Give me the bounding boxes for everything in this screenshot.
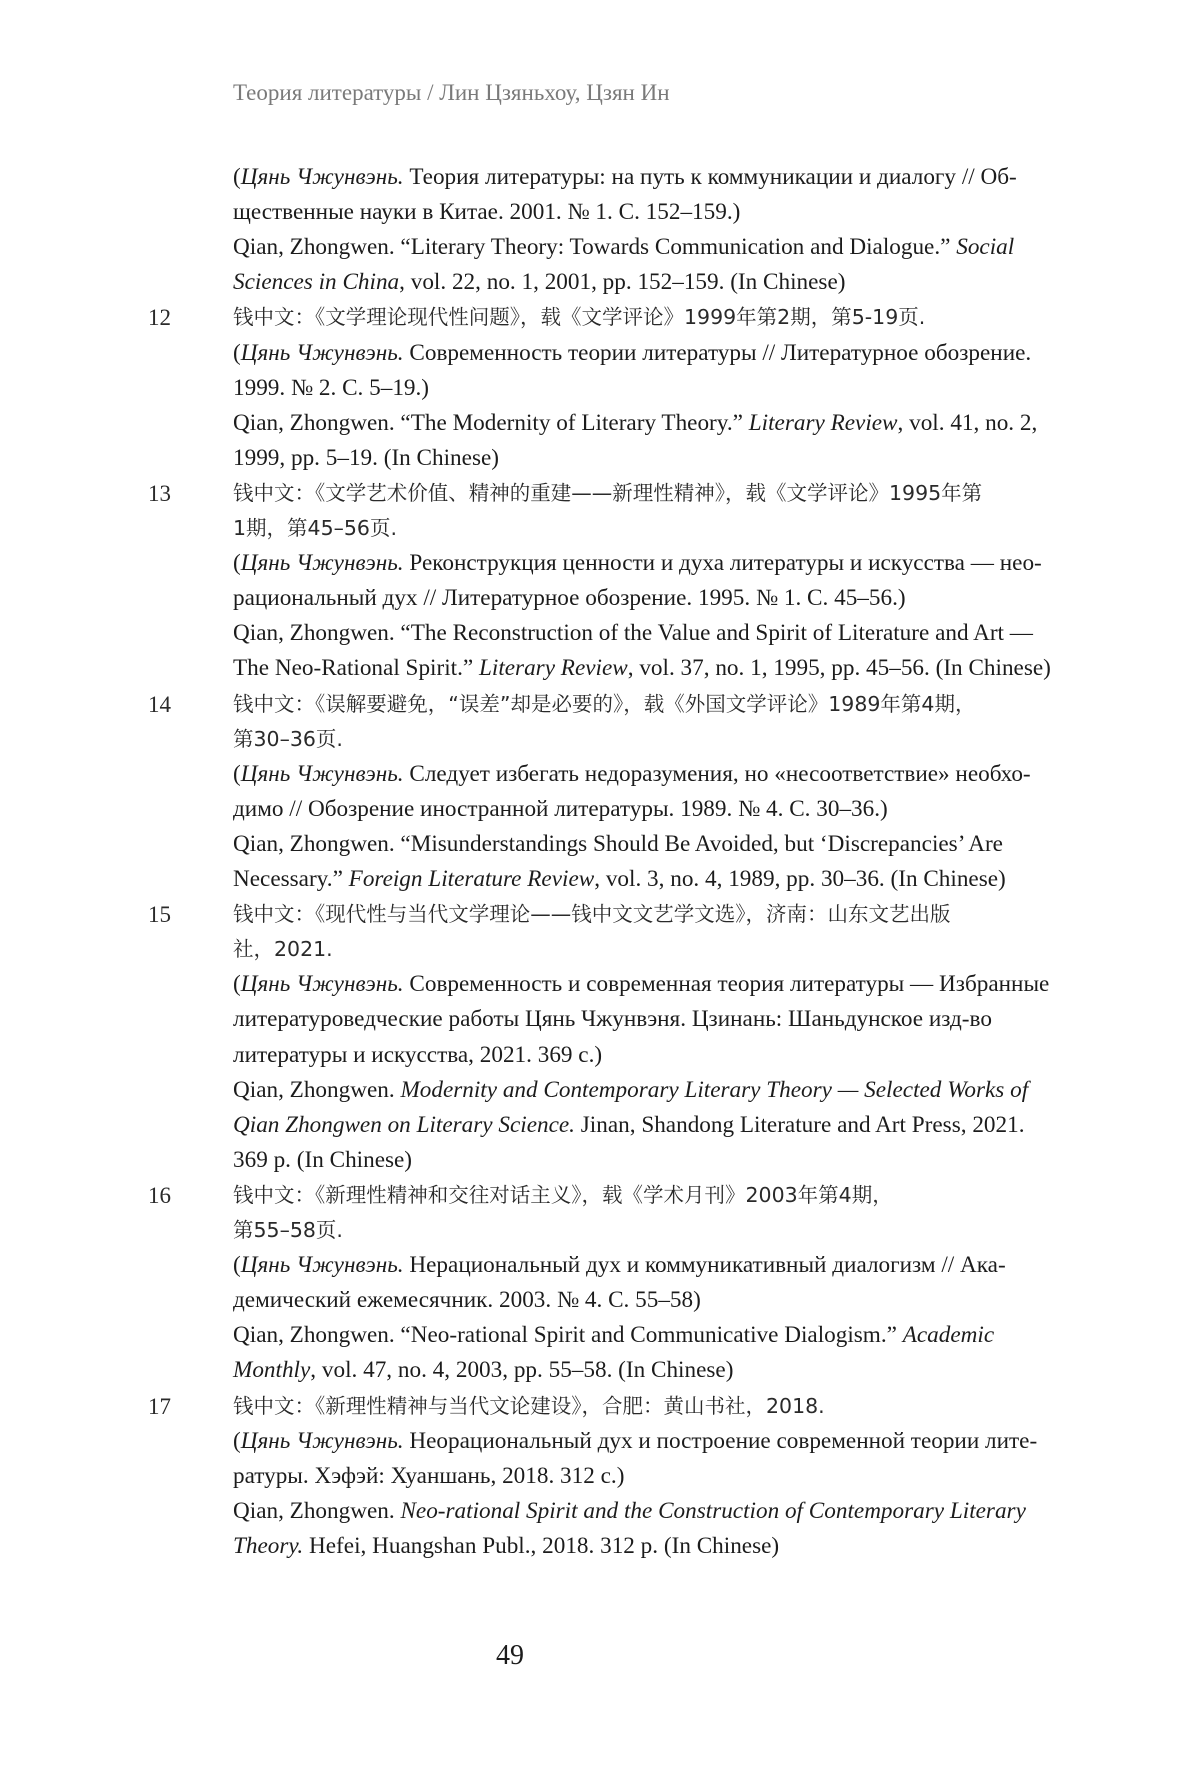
reference-line: 钱中文：《文学艺术价值、精神的重建——新理性精神》，载《文学评论》1995年第 — [233, 481, 983, 505]
reference-line: ратуры. Хэфэй: Хуаншань, 2018. 312 с.) — [233, 1463, 625, 1489]
reference-line: 369 p. (In Chinese) — [233, 1147, 413, 1173]
reference-line: 第30–36页. — [233, 727, 343, 751]
reference-line: Qian, Zhongwen. Neo-rational Spirit and the Construction of Contemporary Literary — [233, 1498, 1026, 1524]
reference-line: 钱中文：《误解要避免，“误差”却是必要的》，载《外国文学评论》1989年第4期， — [233, 692, 976, 716]
reference-line: рациональный дух // Литературное обозрение. 1995. № 1. С. 45–56.) — [233, 585, 906, 611]
italic-title: Цянь Чжунвэнь. — [240, 1252, 404, 1278]
reference-line: (Цянь Чжунвэнь. Неорациональный дух и построение современной теории лите- — [233, 1428, 1038, 1454]
reference-line: (Цянь Чжунвэнь. Следует избегать недоразумения, но «несоответствие» необхо- — [233, 761, 1031, 787]
italic-title: Neo-rational Spirit and the Construction of Contemporary Literary — [400, 1498, 1026, 1524]
reference-number: 15 — [148, 902, 171, 927]
reference-number: 13 — [148, 481, 171, 506]
reference-line: 1999. № 2. С. 5–19.) — [233, 375, 430, 401]
italic-title: Цянь Чжунвэнь. — [240, 164, 404, 190]
reference-line: димо // Обозрение иностранной литературы. 1989. № 4. С. 30–36.) — [233, 796, 888, 822]
reference-number: 14 — [148, 692, 171, 717]
italic-title: Цянь Чжунвэнь. — [240, 340, 404, 366]
italic-title: Цянь Чжунвэнь. — [240, 761, 404, 787]
reference-number: 16 — [148, 1183, 171, 1208]
reference-line: 钱中文：《文学理论现代性问题》，载《文学评论》1999年第2期，第5-19页. — [233, 305, 926, 329]
reference-line: (Цянь Чжунвэнь. Нерациональный дух и коммуникативный диалогизм // Ака- — [233, 1252, 1006, 1278]
reference-line: Sciences in China, vol. 22, no. 1, 2001, pp. 152–159. (In Chinese) — [233, 269, 846, 295]
reference-line: 1期，第45–56页. — [233, 516, 397, 540]
reference-line: Monthly, vol. 47, no. 4, 2003, pp. 55–58. (In Chinese) — [233, 1357, 734, 1383]
italic-title: Monthly — [233, 1357, 311, 1383]
reference-line: (Цянь Чжунвэнь. Современность теории литературы // Литературное обозрение. — [233, 340, 1032, 366]
reference-line: (Цянь Чжунвэнь. Современность и современная теория литературы — Избранные — [233, 971, 1050, 997]
reference-line: 钱中文：《新理性精神与当代文论建设》，合肥：黄山书社，2018. — [233, 1394, 825, 1418]
running-head: Теория литературы / Лин Цзяньхоу, Цзян Ин — [233, 80, 670, 105]
reference-line: демический ежемесячник. 2003. № 4. С. 55–58) — [233, 1287, 701, 1313]
reference-line: (Цянь Чжунвэнь. Теория литературы: на путь к коммуникации и диалогу // Об- — [233, 164, 1017, 190]
reference-line: литературоведческие работы Цянь Чжунвэня. Цзинань: Шаньдунское изд-во — [233, 1006, 992, 1032]
reference-line: Qian, Zhongwen. “Literary Theory: Towards Communication and Dialogue.” Social — [233, 234, 1015, 260]
reference-line: Qian, Zhongwen. Modernity and Contemporary Literary Theory — Selected Works of — [233, 1077, 1029, 1103]
reference-line: The Neo-Rational Spirit.” Literary Review, vol. 37, no. 1, 1995, pp. 45–56. (In Chinese) — [233, 655, 1051, 681]
reference-line: 钱中文：《新理性精神和交往对话主义》，载《学术月刊》2003年第4期， — [233, 1183, 893, 1207]
reference-line: литературы и искусства, 2021. 369 с.) — [233, 1042, 603, 1068]
reference-line: Qian, Zhongwen. “The Reconstruction of the Value and Spirit of Literature and Art — — [233, 620, 1033, 646]
italic-title: Modernity and Contemporary Literary Theory — Selected Works of — [400, 1077, 1029, 1103]
reference-line: Qian, Zhongwen. “Misunderstandings Should Be Avoided, but ‘Discrepancies’ Are — [233, 831, 1003, 857]
reference-line: 第55–58页. — [233, 1218, 343, 1242]
reference-number: 17 — [148, 1394, 171, 1419]
reference-line: Qian, Zhongwen. “The Modernity of Literary Theory.” Literary Review, vol. 41, no. 2, — [233, 410, 1038, 436]
reference-line: щественные науки в Китае. 2001. № 1. С. 152–159.) — [233, 199, 741, 225]
italic-title: Academic — [902, 1322, 995, 1348]
reference-line: Necessary.” Foreign Literature Review, vol. 3, no. 4, 1989, pp. 30–36. (In Chinese) — [233, 866, 1006, 892]
italic-title: Literary Review — [748, 410, 898, 436]
reference-line: 社，2021. — [233, 937, 333, 961]
italic-title: Цянь Чжунвэнь. — [240, 1428, 404, 1454]
italic-title: Sciences in China — [233, 269, 400, 295]
italic-title: Social — [956, 234, 1015, 260]
page-number: 49 — [496, 1640, 524, 1671]
reference-line: 1999, pp. 5–19. (In Chinese) — [233, 445, 499, 471]
italic-title: Цянь Чжунвэнь. — [240, 550, 404, 576]
italic-title: Цянь Чжунвэнь. — [240, 971, 404, 997]
italic-title: Foreign Literature Review — [348, 866, 595, 892]
reference-line: Qian Zhongwen on Literary Science. Jinan, Shandong Literature and Art Press, 2021. — [233, 1112, 1025, 1138]
reference-line: Theory. Hefei, Huangshan Publ., 2018. 312 p. (In Chinese) — [233, 1533, 780, 1559]
italic-title: Literary Review — [478, 655, 628, 681]
italic-title: Qian Zhongwen on Literary Science. — [233, 1112, 575, 1138]
reference-line: (Цянь Чжунвэнь. Реконструкция ценности и духа литературы и искусства — нео- — [233, 550, 1042, 576]
italic-title: Theory. — [233, 1533, 304, 1559]
reference-line: 钱中文：《现代性与当代文学理论——钱中文文艺学文选》，济南：山东文艺出版 — [233, 902, 951, 926]
reference-number: 12 — [148, 305, 171, 330]
reference-line: Qian, Zhongwen. “Neo-rational Spirit and Communicative Dialogism.” Academic — [233, 1322, 995, 1348]
